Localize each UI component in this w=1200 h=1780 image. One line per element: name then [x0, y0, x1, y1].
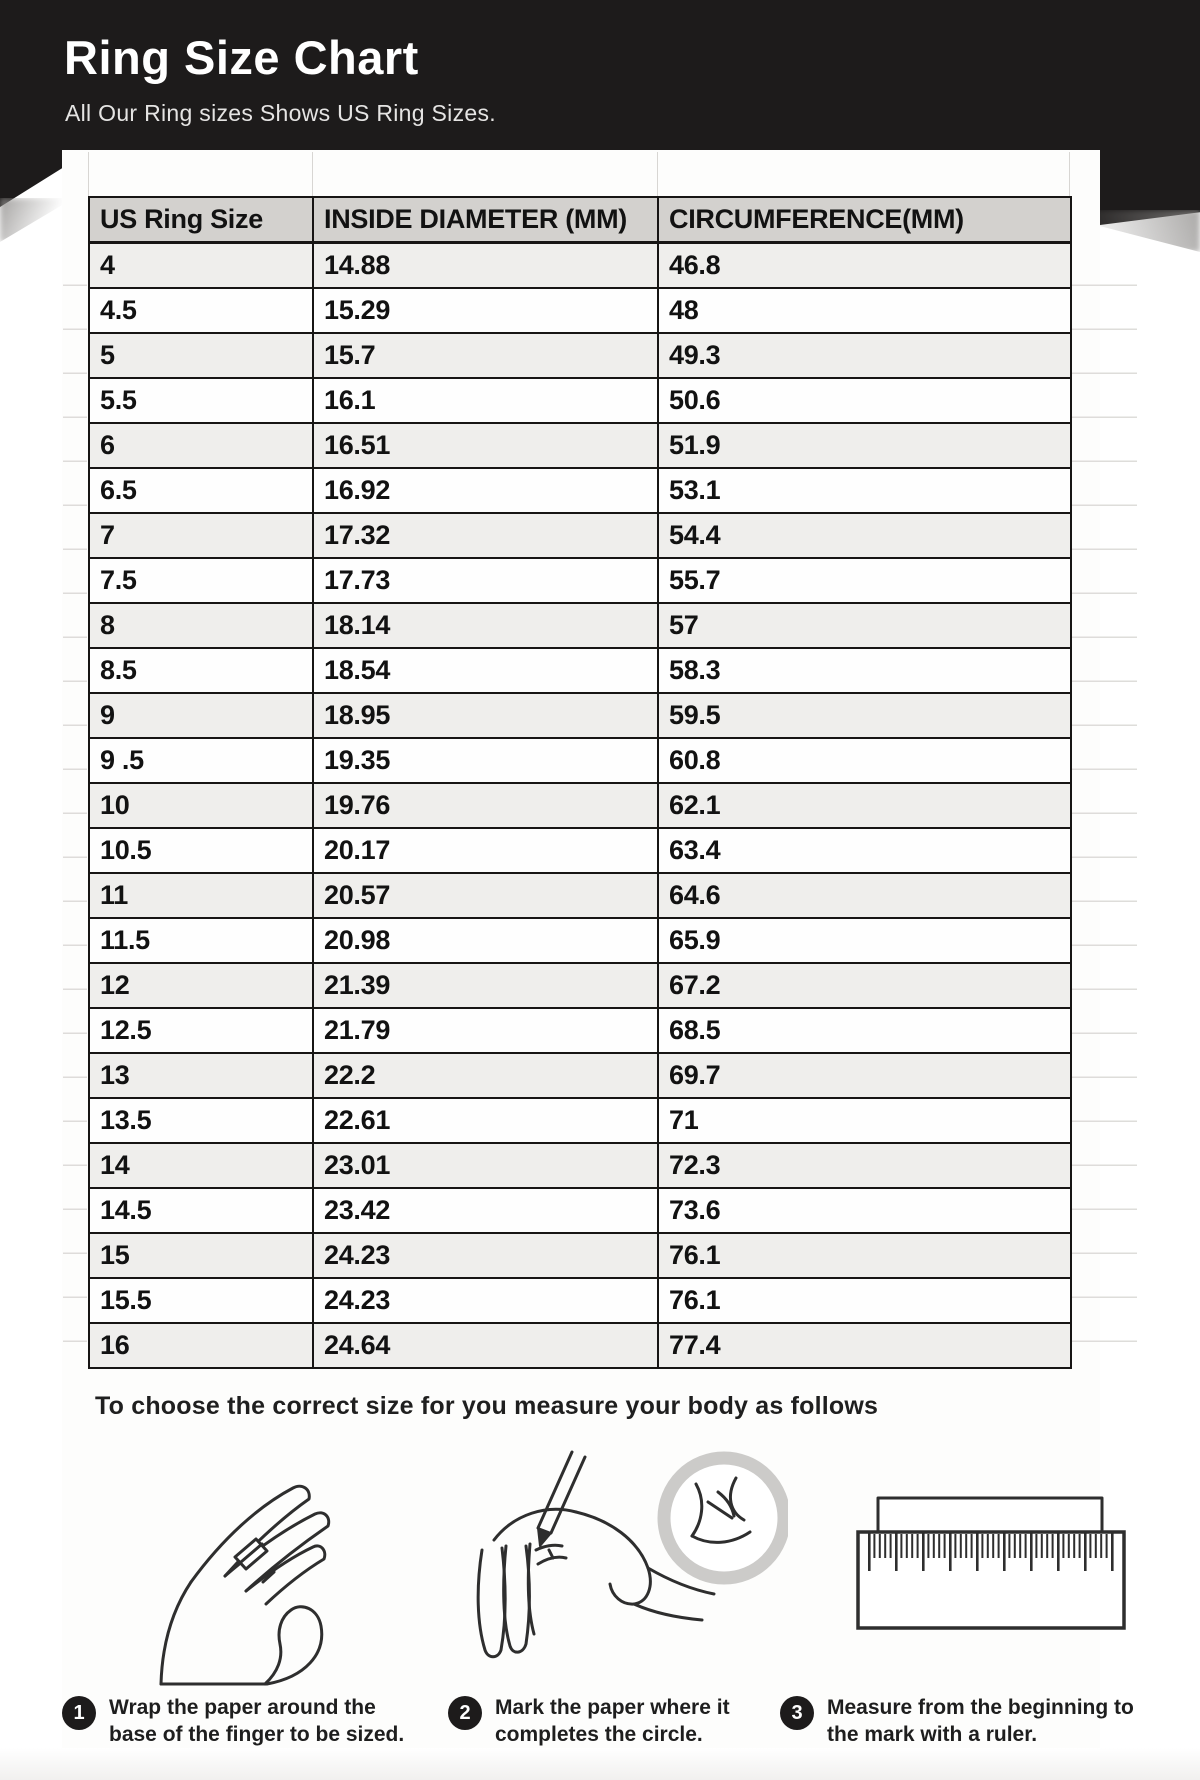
cell-circumference: 55.7 — [658, 558, 1071, 603]
ring-size-table — [88, 196, 1072, 1369]
bottom-fade-strip — [0, 1748, 1200, 1780]
cell-inside-diameter: 20.98 — [313, 918, 658, 963]
cell-inside-diameter: 21.39 — [313, 963, 658, 1008]
cell-circumference: 59.5 — [658, 693, 1071, 738]
cell-inside-diameter: 23.42 — [313, 1188, 658, 1233]
page-subtitle: All Our Ring sizes Shows US Ring Sizes. — [65, 100, 496, 126]
cell-inside-diameter: 20.17 — [313, 828, 658, 873]
table-row — [89, 603, 1071, 648]
step-3-number-badge: 3 — [780, 1696, 814, 1730]
step-2-number-badge: 2 — [448, 1696, 482, 1730]
cell-inside-diameter: 16.51 — [313, 423, 658, 468]
cell-us-ring-size: 5.5 — [89, 378, 313, 423]
cell-us-ring-size: 10.5 — [89, 828, 313, 873]
table-row — [89, 1143, 1071, 1188]
step-1-text: Wrap the paper around the base of the finger to be sized. — [109, 1696, 405, 1746]
cell-inside-diameter: 15.29 — [313, 288, 658, 333]
cell-inside-diameter: 24.23 — [313, 1233, 658, 1278]
table-row — [89, 873, 1071, 918]
table-row — [89, 558, 1071, 603]
table-row — [89, 378, 1071, 423]
cell-inside-diameter: 21.79 — [313, 1008, 658, 1053]
cell-inside-diameter: 17.73 — [313, 558, 658, 603]
cell-us-ring-size: 12.5 — [89, 1008, 313, 1053]
cell-circumference: 76.1 — [658, 1233, 1071, 1278]
faint-row-gridlines-right — [1071, 242, 1137, 1342]
measure-instructions-heading: To choose the correct size for you measure your body as follows — [95, 1392, 879, 1420]
cell-inside-diameter: 18.54 — [313, 648, 658, 693]
table-row — [89, 1008, 1071, 1053]
cell-us-ring-size: 4.5 — [89, 288, 313, 333]
col-header-circumference: CIRCUMFERENCE(MM) — [658, 197, 1071, 243]
table-row — [89, 738, 1071, 783]
table-row — [89, 1188, 1071, 1233]
hand-with-paper-strip-illustration — [145, 1458, 380, 1693]
step-3 — [780, 1694, 1140, 1748]
cell-us-ring-size: 15.5 — [89, 1278, 313, 1323]
cell-circumference: 67.2 — [658, 963, 1071, 1008]
cell-circumference: 73.6 — [658, 1188, 1071, 1233]
cell-circumference: 76.1 — [658, 1278, 1071, 1323]
cell-circumference: 64.6 — [658, 873, 1071, 918]
cell-us-ring-size: 15 — [89, 1233, 313, 1278]
faint-gridline — [312, 152, 313, 197]
cell-circumference: 68.5 — [658, 1008, 1071, 1053]
cell-us-ring-size: 5 — [89, 333, 313, 378]
cell-inside-diameter: 20.57 — [313, 873, 658, 918]
cell-inside-diameter: 22.2 — [313, 1053, 658, 1098]
cell-us-ring-size: 7.5 — [89, 558, 313, 603]
cell-us-ring-size: 16 — [89, 1323, 313, 1368]
cell-us-ring-size: 9 — [89, 693, 313, 738]
cell-us-ring-size: 6.5 — [89, 468, 313, 513]
cell-inside-diameter: 23.01 — [313, 1143, 658, 1188]
cell-circumference: 62.1 — [658, 783, 1071, 828]
table-row — [89, 1053, 1071, 1098]
cell-us-ring-size: 13.5 — [89, 1098, 313, 1143]
cell-inside-diameter: 24.64 — [313, 1323, 658, 1368]
cell-us-ring-size: 12 — [89, 963, 313, 1008]
cell-us-ring-size: 14 — [89, 1143, 313, 1188]
cell-us-ring-size: 8.5 — [89, 648, 313, 693]
col-header-inside-diameter: INSIDE DIAMETER (MM) — [313, 197, 658, 243]
table-row — [89, 648, 1071, 693]
table-header-row — [89, 197, 1071, 243]
hand-marking-paper-illustration — [452, 1444, 788, 1684]
table-row — [89, 333, 1071, 378]
cell-circumference: 77.4 — [658, 1323, 1071, 1368]
table-row — [89, 468, 1071, 513]
cell-inside-diameter: 22.61 — [313, 1098, 658, 1143]
table-row — [89, 513, 1071, 558]
cell-inside-diameter: 19.35 — [313, 738, 658, 783]
cell-us-ring-size: 11.5 — [89, 918, 313, 963]
cell-circumference: 72.3 — [658, 1143, 1071, 1188]
table-row — [89, 1278, 1071, 1323]
table-row — [89, 1098, 1071, 1143]
table-row — [89, 1233, 1071, 1278]
ruler-measuring-illustration — [852, 1488, 1130, 1636]
cell-circumference: 46.8 — [658, 243, 1071, 289]
table-row — [89, 783, 1071, 828]
faint-gridline — [1069, 152, 1070, 197]
table-row — [89, 243, 1071, 289]
cell-circumference: 58.3 — [658, 648, 1071, 693]
cell-us-ring-size: 4 — [89, 243, 313, 289]
faint-gridline — [657, 152, 658, 197]
magnifier-circle-icon — [664, 1458, 784, 1578]
table-row — [89, 1323, 1071, 1368]
table-row — [89, 918, 1071, 963]
table-row — [89, 828, 1071, 873]
step-1 — [62, 1694, 422, 1748]
cell-circumference: 53.1 — [658, 468, 1071, 513]
table-row — [89, 423, 1071, 468]
cell-inside-diameter: 15.7 — [313, 333, 658, 378]
cell-inside-diameter: 24.23 — [313, 1278, 658, 1323]
step-3-text: Measure from the beginning to the mark with a ruler. — [827, 1696, 1134, 1746]
cell-circumference: 49.3 — [658, 333, 1071, 378]
cell-us-ring-size: 10 — [89, 783, 313, 828]
cell-circumference: 51.9 — [658, 423, 1071, 468]
table-row — [89, 963, 1071, 1008]
faint-gridline — [88, 152, 89, 197]
cell-inside-diameter: 17.32 — [313, 513, 658, 558]
cell-inside-diameter: 16.92 — [313, 468, 658, 513]
faint-row-gridlines-left — [63, 242, 87, 1342]
cell-us-ring-size: 8 — [89, 603, 313, 648]
cell-circumference: 48 — [658, 288, 1071, 333]
table-row — [89, 288, 1071, 333]
cell-circumference: 57 — [658, 603, 1071, 648]
table-row — [89, 693, 1071, 738]
cell-circumference: 65.9 — [658, 918, 1071, 963]
cell-circumference: 71 — [658, 1098, 1071, 1143]
cell-inside-diameter: 19.76 — [313, 783, 658, 828]
cell-us-ring-size: 13 — [89, 1053, 313, 1098]
step-1-number-badge: 1 — [62, 1696, 96, 1730]
step-2 — [448, 1694, 748, 1748]
cell-us-ring-size: 7 — [89, 513, 313, 558]
cell-inside-diameter: 18.95 — [313, 693, 658, 738]
header-ribbon — [0, 0, 1200, 168]
page-title: Ring Size Chart — [64, 31, 419, 84]
cell-us-ring-size: 9 .5 — [89, 738, 313, 783]
cell-circumference: 60.8 — [658, 738, 1071, 783]
cell-circumference: 69.7 — [658, 1053, 1071, 1098]
step-2-text: Mark the paper where it completes the circle. — [495, 1696, 730, 1746]
col-header-us-ring-size: US Ring Size — [89, 197, 313, 243]
cell-circumference: 63.4 — [658, 828, 1071, 873]
cell-inside-diameter: 18.14 — [313, 603, 658, 648]
cell-circumference: 50.6 — [658, 378, 1071, 423]
cell-us-ring-size: 6 — [89, 423, 313, 468]
cell-us-ring-size: 14.5 — [89, 1188, 313, 1233]
cell-inside-diameter: 14.88 — [313, 243, 658, 289]
cell-us-ring-size: 11 — [89, 873, 313, 918]
cell-inside-diameter: 16.1 — [313, 378, 658, 423]
cell-circumference: 54.4 — [658, 513, 1071, 558]
